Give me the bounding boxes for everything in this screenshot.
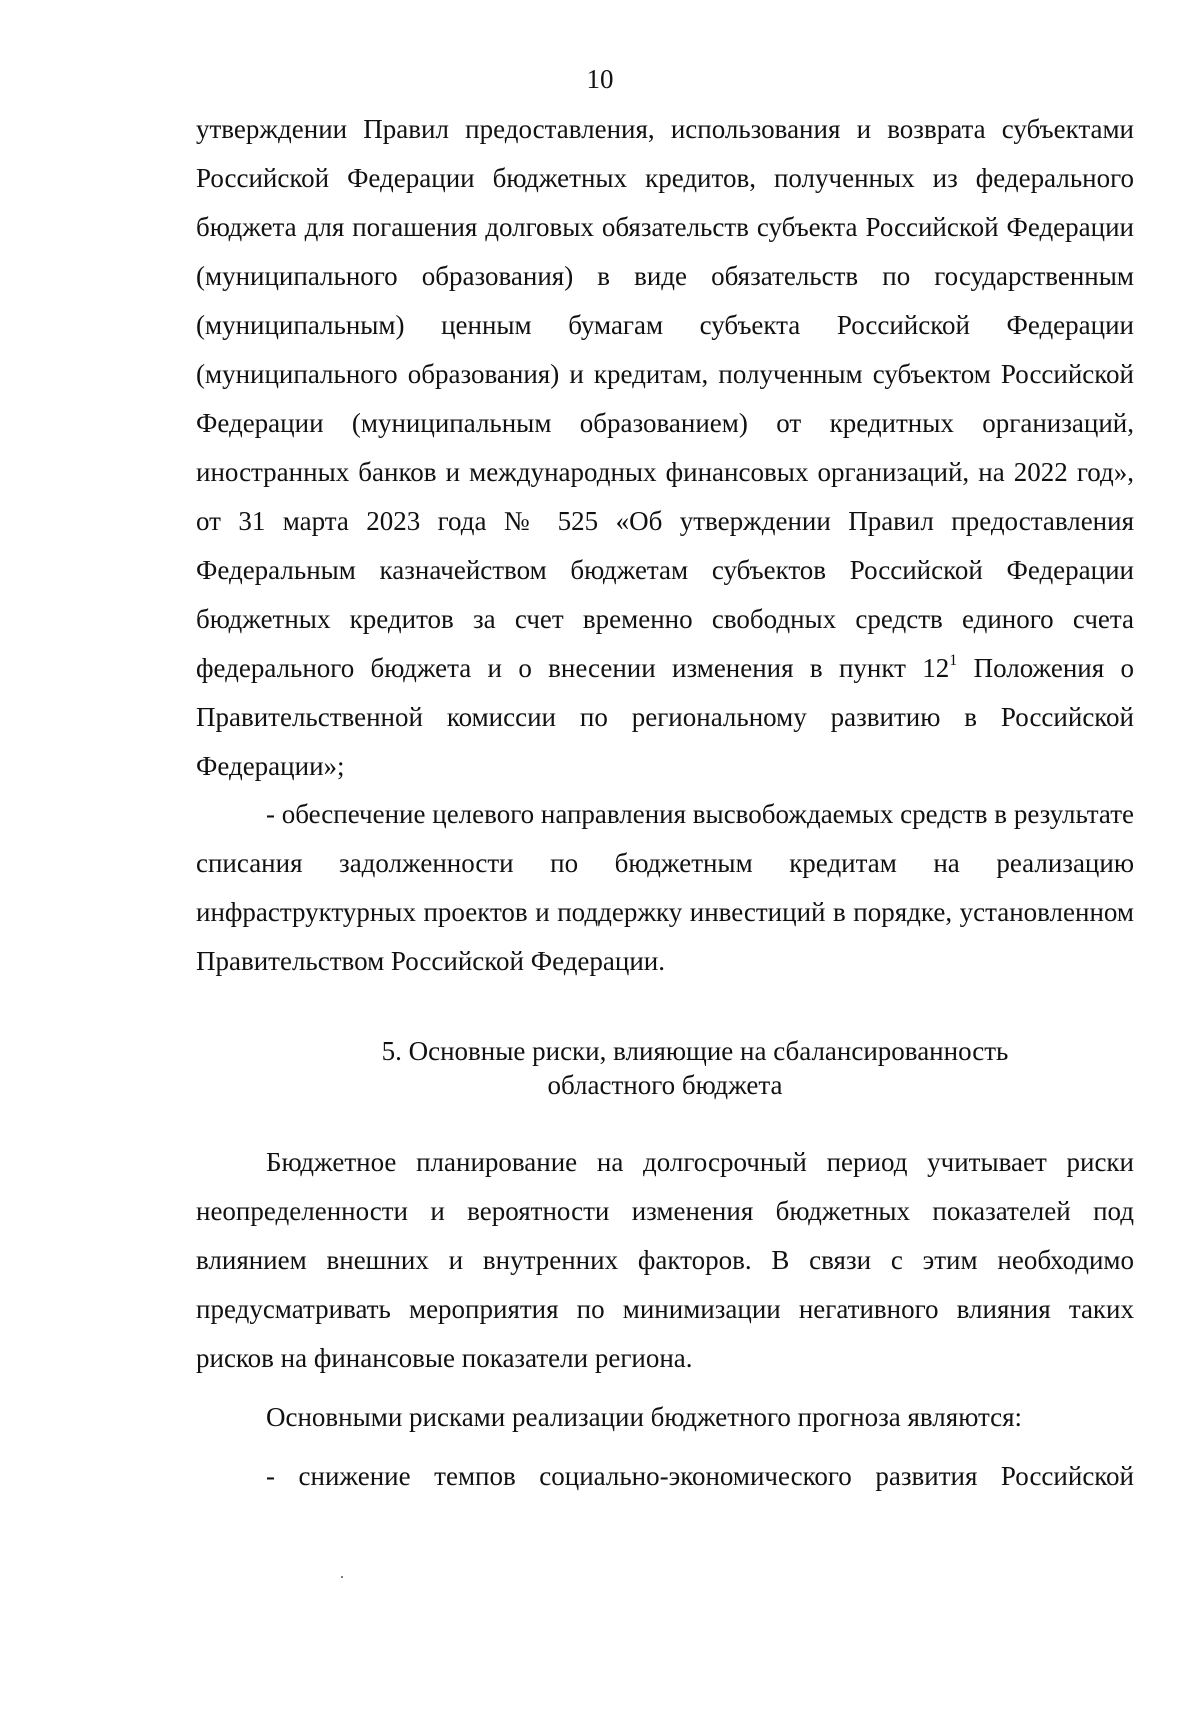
section-heading xyxy=(196,1034,1134,1102)
paragraph-text-main: утверждении Правил предоставления, использования и возврата субъектами Российской Федерации бюджетных кредитов, полученных из федерального бюджета для погашения долговых обязательств субъекта Российской Федерации (муниципального образования) в виде обязательств по государственным (муниципальным) ценным бумагам субъекта Российской Федерации (муниципального образования) и кредитам, полученным субъектом Российской Федерации (муниципальным образованием) от кредитных организаций, иностранных банков и международных финансовых организаций, на 2022 год», от 31 марта 2023 года № 525 «Об утверждении Правил предоставления Федеральным казначейством бюджетам субъектов Российской Федерации бюджетных кредитов за счет временно свободных средств единого счета федерального бюджета и о внесении изменения в пункт 12 xyxy=(196,114,1134,683)
section-title-line1: 5. Основные риски, влияющие на сбалансированность xyxy=(381,1036,1009,1066)
continuation-paragraph xyxy=(196,105,1134,791)
section-title-line2: областного бюджета xyxy=(547,1070,783,1100)
section-paragraph-1: Бюджетное планирование на долгосрочный период учитывает риски неопределенности и вероятности изменения бюджетных показателей под влиянием внешних и внутренних факторов. В связи с этим необходимо предусматривать мероприятия по минимизации негативного влияния таких рисков на финансовые показатели региона. xyxy=(196,1147,1134,1373)
paragraph-text xyxy=(196,105,1134,791)
page-number: 10 xyxy=(586,64,614,94)
paragraph-text-tail: Положения о Правительственной комиссии по региональному развитию в Российской Федерации»; xyxy=(196,653,1134,781)
section-bullet-1: - снижение темпов социально-экономического развития Российской xyxy=(266,1461,1134,1491)
bullet-paragraph xyxy=(196,790,1134,986)
bullet-item: - обеспечение целевого направления высвобождаемых средств в результате списания задолженности по бюджетным кредитам на реализацию инфраструктурных проектов и поддержку инвестиций в порядке, установленном Правительством Российской Федерации. xyxy=(196,799,1134,976)
superscript: 1 xyxy=(949,652,958,669)
section-paragraph-2: Основными рисками реализации бюджетного прогноза являются: xyxy=(266,1402,1023,1432)
scan-speck xyxy=(341,1576,343,1578)
section-body xyxy=(196,1138,1134,1501)
